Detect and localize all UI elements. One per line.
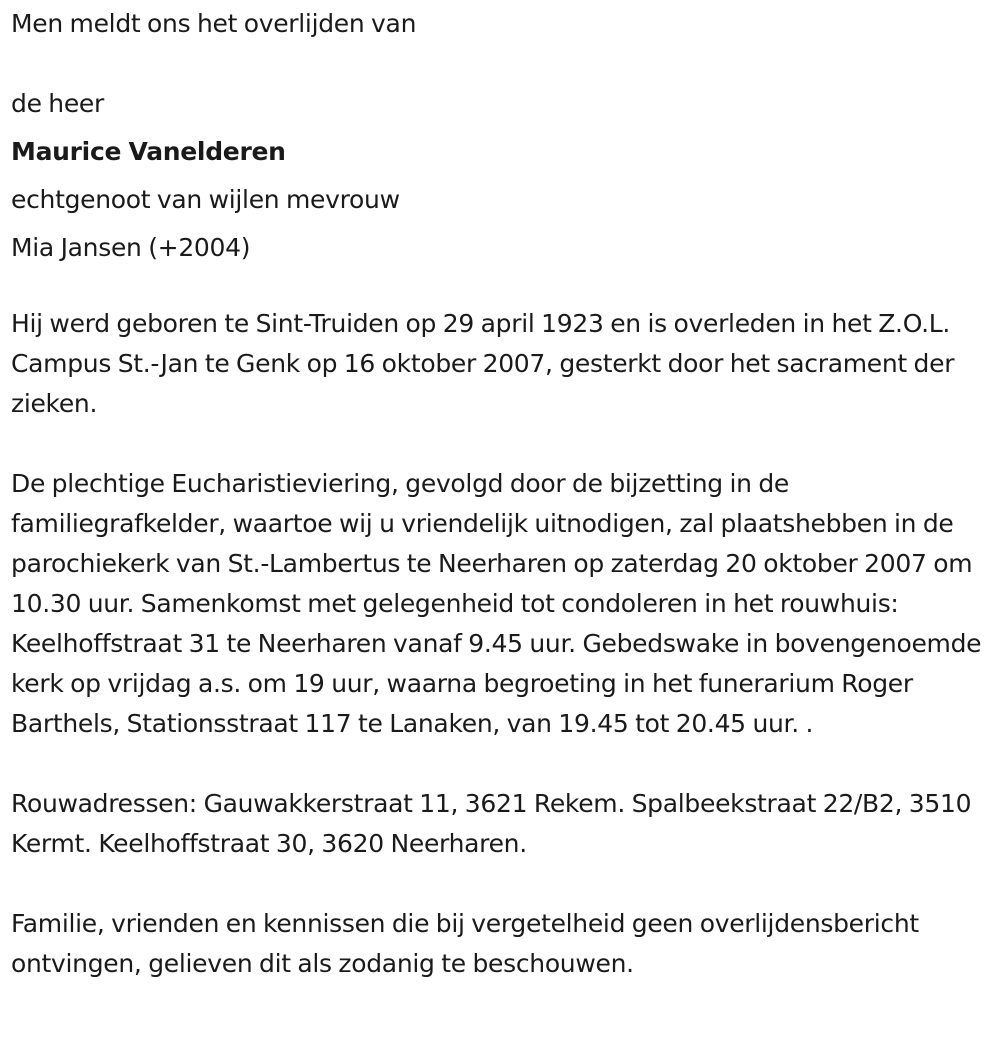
birth-death-paragraph: Hij werd geboren te Sint-Truiden op 29 april 1923 en is overleden in het Z.O.L. Campus St.-Jan te Genk op 16 oktober 2007, gesterkt door het sacrament der zieken. bbox=[11, 309, 955, 418]
spacer bbox=[11, 272, 986, 304]
spacer bbox=[11, 424, 986, 464]
death-notice bbox=[11, 0, 986, 984]
intro-text: Men meldt ons het overlijden van bbox=[11, 9, 417, 38]
spouse-line-2: Mia Jansen (+2004) bbox=[11, 233, 251, 262]
spacer bbox=[11, 744, 986, 784]
spacer bbox=[11, 864, 986, 904]
deceased-name: Maurice Vanelderen bbox=[11, 137, 286, 166]
closing-paragraph: Familie, vrienden en kennissen die bij vergetelheid geen overlijdensbericht ontvingen, gelieven dit als zodanig te beschouwen. bbox=[11, 909, 919, 978]
honorific: de heer bbox=[11, 89, 104, 118]
funeral-paragraph: De plechtige Eucharistieviering, gevolgd door de bijzetting in de familiegrafkelder, waartoe wij u vriendelijk uitnodigen, zal plaatshebben in de parochiekerk van St.-Lambertus te Neerharen op zaterdag 20 oktober 2007 om 10.30 uur. Samenkomst met gelegenheid tot condoleren in het rouwhuis: Keelhoffstraat 31 te Neerharen vanaf 9.45 uur. Gebedswake in bovengenoemde kerk op vrijdag a.s. om 19 uur, waarna begroeting in het funerarium Roger Barthels, Stationsstraat 117 te Lanaken, van 19.45 tot 20.45 uur. . bbox=[11, 469, 982, 738]
spouse-line-1: echtgenoot van wijlen mevrouw bbox=[11, 185, 400, 214]
spacer bbox=[11, 48, 986, 80]
addresses-paragraph: Rouwadressen: Gauwakkerstraat 11, 3621 Rekem. Spalbeekstraat 22/B2, 3510 Kermt. Keelhoffstraat 30, 3620 Neerharen. bbox=[11, 789, 972, 858]
